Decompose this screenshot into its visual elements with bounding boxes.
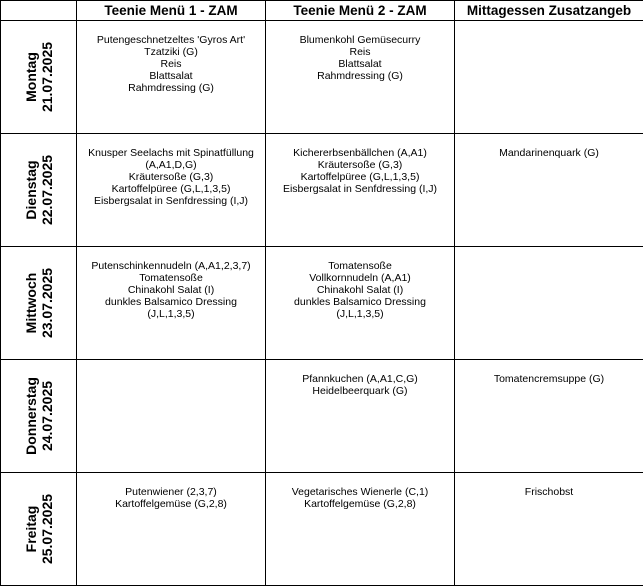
day-row-freitag xyxy=(1,473,643,586)
extra-items xyxy=(455,360,643,385)
day-name: Dienstag xyxy=(23,160,39,220)
meal-line: dunkles Balsamico Dressing xyxy=(294,296,426,308)
extra-cell xyxy=(455,21,643,134)
meal-line: Vegetarisches Wienerle (C,1) xyxy=(291,486,429,498)
day-date: 21.07.2025 xyxy=(39,41,55,113)
meal-line: Mandarinenquark (G) xyxy=(499,147,599,159)
menu1-cell xyxy=(77,134,266,247)
meal-line: Chinakohl Salat (I) xyxy=(127,284,215,296)
meal-line: Tomatencremsuppe (G) xyxy=(493,373,605,385)
day-row-mittwoch xyxy=(1,247,643,360)
meal-line: Kräutersoße (G,3) xyxy=(317,159,403,171)
meal-line: Eisbergsalat in Senfdressing (I,J) xyxy=(93,195,249,207)
day-row-montag xyxy=(1,21,643,134)
meal-line: Blumenkohl Gemüsecurry xyxy=(299,34,421,46)
day-name: Montag xyxy=(23,52,39,102)
menu1-items xyxy=(77,134,265,207)
day-row-dienstag xyxy=(1,134,643,247)
meal-line: Reis xyxy=(349,46,371,58)
header-row xyxy=(1,1,643,21)
day-label xyxy=(23,155,55,225)
extra-cell xyxy=(455,134,643,247)
menu2-cell xyxy=(266,360,455,473)
menu1-cell xyxy=(77,247,266,360)
day-row-donnerstag xyxy=(1,360,643,473)
meal-line: Vollkornnudeln (A,A1) xyxy=(309,272,411,284)
meal-line: (A,A1,D,G) xyxy=(145,159,197,171)
extra-items xyxy=(455,21,643,34)
header-extra: Mittagessen Zusatzangeb xyxy=(455,1,643,21)
day-name: Mittwoch xyxy=(23,272,39,334)
meal-line: Tzatziki (G) xyxy=(144,46,198,58)
header-menu2: Teenie Menü 2 - ZAM xyxy=(266,1,455,21)
day-label-cell xyxy=(1,360,77,473)
menu2-items xyxy=(266,134,454,195)
meal-line: Heidelbeerquark (G) xyxy=(312,385,408,397)
meal-line: Pfannkuchen (A,A1,C,G) xyxy=(302,373,418,385)
meal-line: Eisbergsalat in Senfdressing (I,J) xyxy=(282,183,438,195)
day-date: 23.07.2025 xyxy=(39,267,55,339)
meal-line: Blattsalat xyxy=(149,70,193,82)
menu2-items xyxy=(266,247,454,320)
menu1-items xyxy=(77,473,265,510)
menu1-cell xyxy=(77,473,266,586)
day-label xyxy=(23,377,55,455)
menu2-cell xyxy=(266,473,455,586)
header-corner-cell xyxy=(1,1,77,21)
header-menu1: Teenie Menü 1 - ZAM xyxy=(77,1,266,21)
meal-line: dunkles Balsamico Dressing xyxy=(105,296,237,308)
day-label-cell xyxy=(1,134,77,247)
extra-items xyxy=(455,134,643,159)
day-name: Donnerstag xyxy=(23,377,39,455)
meal-line: Kräutersoße (G,3) xyxy=(128,171,214,183)
menu2-items xyxy=(266,21,454,82)
meal-line: Putenschinkennudeln (A,A1,2,3,7) xyxy=(91,260,251,272)
menu1-items xyxy=(77,247,265,320)
meal-line: Kartoffelpüree (G,L,1,3,5) xyxy=(300,171,420,183)
day-date: 24.07.2025 xyxy=(39,380,55,452)
meal-line: Tomatensoße xyxy=(328,260,392,272)
meal-line: Putengeschnetzeltes 'Gyros Art' xyxy=(96,34,246,46)
meal-line: Rahmdressing (G) xyxy=(128,82,214,94)
day-label-cell xyxy=(1,473,77,586)
menu-body xyxy=(1,21,643,586)
meal-line: Kartoffelgemüse (G,2,8) xyxy=(304,498,416,510)
meal-line: Kichererbsenbällchen (A,A1) xyxy=(293,147,427,159)
meal-line: Blattsalat xyxy=(338,58,382,70)
day-date: 25.07.2025 xyxy=(39,493,55,565)
menu1-items xyxy=(77,360,265,373)
menu2-items xyxy=(266,473,454,510)
extra-cell xyxy=(455,473,643,586)
extra-items xyxy=(455,473,643,498)
menu2-cell xyxy=(266,247,455,360)
day-label xyxy=(23,268,55,338)
extra-cell xyxy=(455,360,643,473)
day-name: Freitag xyxy=(23,505,39,553)
menu1-items xyxy=(77,21,265,94)
day-date: 22.07.2025 xyxy=(39,154,55,226)
day-label xyxy=(23,494,55,564)
meal-line: Reis xyxy=(160,58,182,70)
extra-items xyxy=(455,247,643,260)
menu1-cell xyxy=(77,21,266,134)
day-label-cell xyxy=(1,247,77,360)
menu2-cell xyxy=(266,134,455,247)
meal-line: Knusper Seelachs mit Spinatfüllung xyxy=(88,147,254,159)
menu1-cell xyxy=(77,360,266,473)
meal-line: Rahmdressing (G) xyxy=(317,70,403,82)
meal-line: Kartoffelpüree (G,L,1,3,5) xyxy=(111,183,231,195)
meal-line: Putenwiener (2,3,7) xyxy=(125,486,217,498)
meal-line: (J,L,1,3,5) xyxy=(147,308,195,320)
day-label-cell xyxy=(1,21,77,134)
meal-line: Frischobst xyxy=(524,486,574,498)
day-label xyxy=(23,42,55,112)
meal-line: Kartoffelgemüse (G,2,8) xyxy=(115,498,227,510)
meal-line: (J,L,1,3,5) xyxy=(336,308,384,320)
menu2-cell xyxy=(266,21,455,134)
extra-cell xyxy=(455,247,643,360)
menu2-items xyxy=(266,360,454,397)
meal-line: Tomatensoße xyxy=(139,272,203,284)
meal-line: Chinakohl Salat (I) xyxy=(316,284,404,296)
